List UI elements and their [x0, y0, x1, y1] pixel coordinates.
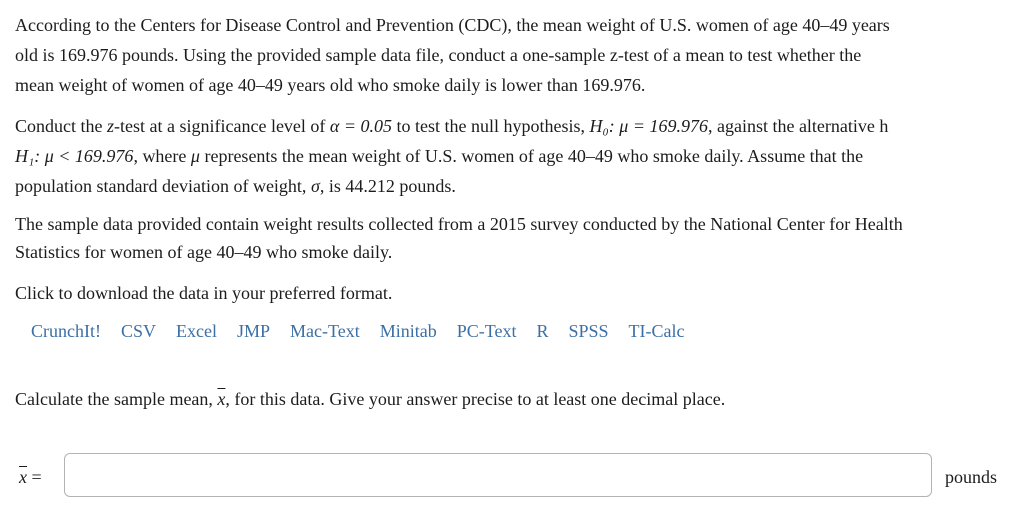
download-link-minitab[interactable]: Minitab — [379, 321, 437, 341]
hyp-text: represents the mean weight of U.S. women of age 40–49 who smoke daily. Assume that the — [204, 146, 864, 166]
null-hypothesis: H₀: μ = 169.976 — [589, 116, 708, 136]
sample-mean-input[interactable] — [64, 453, 932, 497]
download-link-csv[interactable]: CSV — [120, 321, 156, 341]
hyp-text: population standard deviation of weight, — [15, 176, 307, 196]
hyp-text: to test the null hypothesis, — [396, 116, 586, 136]
download-link-ti-calc[interactable]: TI-Calc — [628, 321, 685, 341]
question-text — [15, 384, 1006, 414]
hyp-text: , against the alternative h — [707, 116, 889, 136]
download-link-excel[interactable]: Excel — [176, 321, 217, 341]
hyp-text: -test at a significance level of — [114, 116, 326, 136]
download-link-r[interactable]: R — [536, 321, 549, 341]
alt-hypothesis: H₁: μ < 169.976 — [15, 146, 134, 166]
sample-paragraph — [15, 210, 1006, 266]
units-label: pounds — [945, 467, 998, 487]
sample-line-2: Statistics for women of age 40–49 who smoke daily. — [15, 242, 393, 262]
hyp-text: , where — [133, 146, 187, 166]
equals-sign: = — [27, 467, 42, 487]
intro-line-2: old is 169.976 pounds. Using the provided sample data file, conduct a one-sample z-test of a mean to test whether the — [15, 45, 862, 65]
intro-paragraph — [15, 10, 1006, 100]
sample-line-1: The sample data provided contain weight results collected from a 2015 survey conducted by the National Center for Health — [15, 214, 903, 234]
download-link-pc-text[interactable]: PC-Text — [456, 321, 517, 341]
mu-symbol: μ — [190, 146, 200, 166]
answer-label — [19, 465, 42, 489]
alpha-expression: α = 0.05 — [329, 116, 393, 136]
intro-line-1: According to the Centers for Disease Control and Prevention (CDC), the mean weight of U.S. women of age 40–49 years — [15, 15, 890, 35]
question-text-part: Calculate the sample mean, — [15, 389, 213, 409]
download-link-crunchit[interactable]: CrunchIt! — [31, 321, 101, 341]
download-link-jmp[interactable]: JMP — [236, 321, 271, 341]
sigma-symbol: σ — [310, 176, 320, 196]
download-prompt: Click to download the data in your preferred format. — [15, 283, 393, 303]
download-link-spss[interactable]: SPSS — [568, 321, 609, 341]
xbar-symbol: $\overline{x}$ — [217, 389, 226, 409]
z-symbol: z — [107, 116, 115, 136]
hyp-text: Conduct the — [15, 116, 103, 136]
xbar-symbol: $\overline{x}$ — [19, 467, 27, 487]
intro-line-3: mean weight of women of age 40–49 years old who smoke daily is lower than 169.976. — [15, 75, 646, 95]
download-link-mac-text[interactable]: Mac-Text — [290, 321, 360, 341]
question-text-part: , for this data. Give your answer precise to at least one decimal place. — [225, 389, 726, 409]
download-links — [31, 317, 705, 345]
hyp-text: , is 44.212 pounds. — [319, 176, 456, 196]
hypothesis-paragraph — [15, 111, 1006, 201]
answer-row — [15, 453, 1015, 501]
